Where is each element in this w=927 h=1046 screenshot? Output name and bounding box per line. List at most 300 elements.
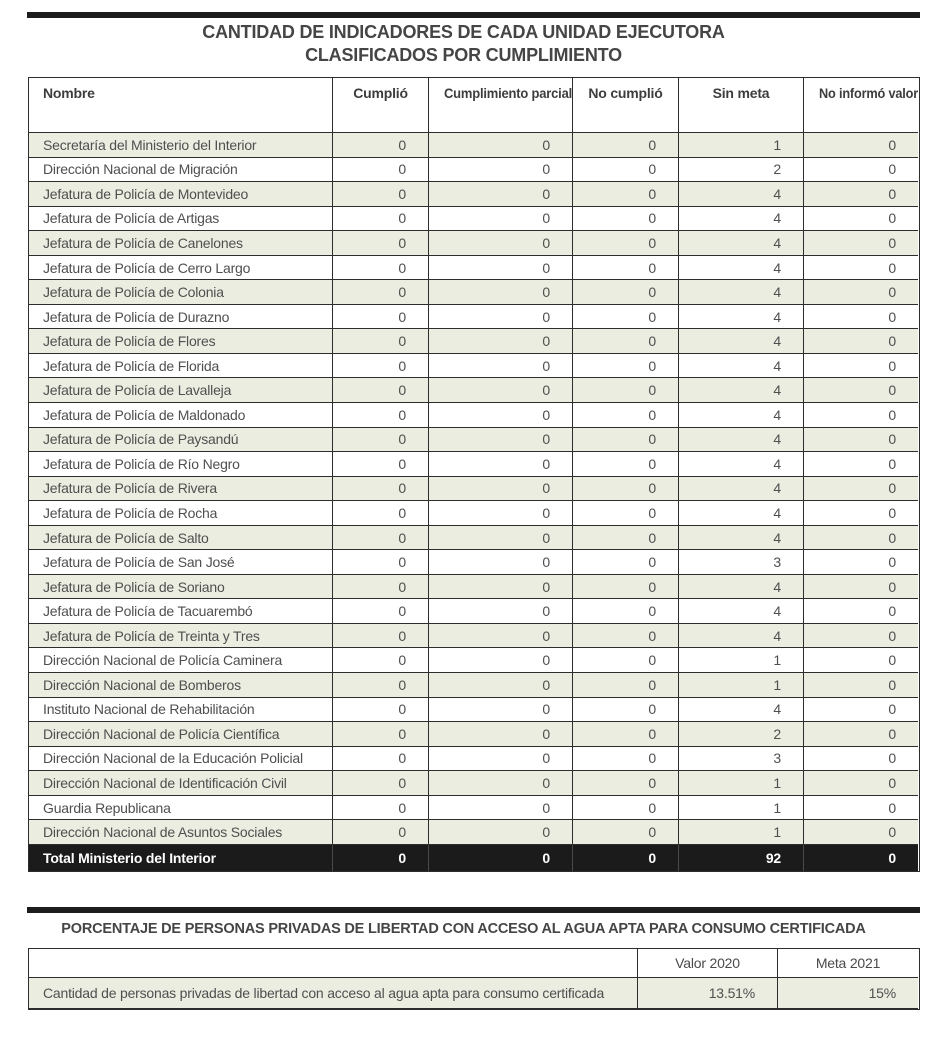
value-cell	[333, 428, 429, 453]
value-cell	[429, 428, 573, 453]
row-name-cell	[29, 403, 333, 428]
row-name-cell-text: Jefatura de Policía de Florida	[43, 357, 220, 374]
value-cell-text: 1	[773, 652, 781, 669]
value-cell-text: 0	[542, 652, 550, 669]
value-cell	[573, 452, 679, 477]
value-cell-text: 0	[888, 136, 896, 153]
header-cell-text: Nombre	[43, 85, 95, 101]
value-cell-text: 4	[773, 357, 781, 374]
row-name-cell-text: Jefatura de Policía de Rocha	[43, 504, 218, 521]
row-name-cell	[29, 329, 333, 354]
value-cell	[333, 231, 429, 256]
header-cell-text: Sin meta	[712, 85, 770, 101]
row-name-cell	[29, 796, 333, 821]
row-name-cell-text: Dirección Nacional de la Educación Policial	[43, 750, 303, 767]
row-name-cell-text: Jefatura de Policía de Durazno	[43, 308, 230, 325]
value-cell	[573, 207, 679, 232]
value-cell	[804, 599, 918, 624]
value-cell-text: 1	[773, 774, 781, 791]
row-name-cell-text: Jefatura de Policía de Maldonado	[43, 406, 246, 423]
value-cell	[333, 575, 429, 600]
value-cell-text: 4	[773, 382, 781, 399]
value-cell-text: 4	[773, 333, 781, 350]
value-cell-text: 0	[542, 554, 550, 571]
row-name-cell-text: Jefatura de Policía de Canelones	[43, 234, 243, 251]
value-cell-text: 0	[542, 357, 550, 374]
value-cell-text: 0	[888, 259, 896, 276]
value-cell	[333, 354, 429, 379]
value-cell	[679, 575, 804, 600]
value-cell	[573, 575, 679, 600]
value-cell	[679, 354, 804, 379]
value-cell-text: 4	[773, 529, 781, 546]
row-name-cell	[29, 477, 333, 502]
value-cell-text: 0	[398, 750, 406, 767]
value-cell-text: 4	[773, 284, 781, 301]
header-cell-text: Cumplió	[353, 85, 408, 101]
value-cell-text: 0	[542, 504, 550, 521]
value-cell-text: 0	[888, 725, 896, 742]
value-cell	[333, 747, 429, 772]
value-cell	[573, 550, 679, 575]
row-name-cell	[29, 624, 333, 649]
value-cell	[679, 796, 804, 821]
value-cell	[679, 550, 804, 575]
value-cell-text: 0	[888, 382, 896, 399]
value-cell-text: 0	[398, 480, 406, 497]
value-cell-text: 0	[648, 824, 656, 841]
value-cell	[679, 624, 804, 649]
value-cell-text: 0	[398, 529, 406, 546]
total-value-cell	[804, 845, 918, 871]
value-cell-text: 0	[888, 652, 896, 669]
value-cell-text: 0	[542, 333, 550, 350]
value-cell-text: 0	[398, 554, 406, 571]
value-cell	[679, 207, 804, 232]
value-cell-text: 1	[773, 136, 781, 153]
value-cell	[333, 820, 429, 845]
value-cell-text: 0	[542, 701, 550, 718]
value-cell	[429, 305, 573, 330]
value-cell-text: 0	[398, 357, 406, 374]
value-cell	[429, 550, 573, 575]
value-cell-text: 0	[542, 774, 550, 791]
value-cell-text: 0	[648, 234, 656, 251]
value-cell-text: 0	[398, 774, 406, 791]
value-cell-text: 4	[773, 578, 781, 595]
value-cell	[573, 501, 679, 526]
value-cell	[429, 698, 573, 723]
row-name-cell-text: Guardia Republicana	[43, 799, 171, 816]
value-cell-text: 0	[648, 504, 656, 521]
value-cell-text: 0	[648, 210, 656, 227]
value-cell	[429, 575, 573, 600]
header-cell	[29, 78, 333, 133]
value-cell	[679, 771, 804, 796]
row-name-cell	[29, 158, 333, 183]
value-cell	[804, 403, 918, 428]
water-header-cell	[29, 949, 638, 978]
value-cell	[804, 158, 918, 183]
water-header-cell-text: Meta 2021	[815, 955, 881, 971]
value-cell-text: 0	[648, 136, 656, 153]
row-name-cell	[29, 207, 333, 232]
value-cell	[804, 673, 918, 698]
value-cell	[679, 280, 804, 305]
value-cell-text: 0	[398, 161, 406, 178]
water-table	[28, 948, 920, 1010]
value-cell-text: 0	[542, 529, 550, 546]
header-cell-text: No informó valor	[819, 85, 918, 101]
row-name-cell	[29, 501, 333, 526]
value-cell	[333, 158, 429, 183]
row-name-cell-text: Dirección Nacional de Policía Científica	[43, 725, 280, 742]
row-name-cell	[29, 354, 333, 379]
value-cell-text: 0	[542, 627, 550, 644]
value-cell-text: 0	[888, 504, 896, 521]
value-cell	[429, 182, 573, 207]
row-name-cell	[29, 133, 333, 158]
value-cell	[804, 550, 918, 575]
value-cell-text: 0	[542, 308, 550, 325]
value-cell	[333, 477, 429, 502]
total-value-cell-text: 0	[888, 849, 896, 866]
value-cell-text: 4	[773, 259, 781, 276]
value-cell	[679, 477, 804, 502]
total-name-cell-text: Total Ministerio del Interior	[43, 849, 216, 866]
row-name-cell-text: Jefatura de Policía de Artigas	[43, 210, 220, 227]
water-header-cell-text: Valor 2020	[675, 955, 740, 971]
value-cell	[573, 428, 679, 453]
value-cell-text: 0	[398, 627, 406, 644]
row-name-cell	[29, 280, 333, 305]
value-cell	[333, 796, 429, 821]
value-cell-text: 4	[773, 603, 781, 620]
value-cell-text: 0	[648, 652, 656, 669]
value-cell	[679, 231, 804, 256]
value-cell	[333, 207, 429, 232]
value-cell	[429, 403, 573, 428]
value-cell	[333, 526, 429, 551]
header-cell	[804, 78, 918, 133]
value-cell-text: 0	[648, 308, 656, 325]
row-name-cell-text: Jefatura de Policía de Cerro Largo	[43, 259, 251, 276]
value-cell-text: 0	[888, 357, 896, 374]
value-cell-text: 0	[398, 406, 406, 423]
value-cell	[333, 280, 429, 305]
value-cell	[429, 329, 573, 354]
value-cell-text: 0	[398, 799, 406, 816]
value-cell-text: 0	[648, 676, 656, 693]
value-cell	[679, 820, 804, 845]
value-cell	[804, 747, 918, 772]
value-cell-text: 0	[648, 554, 656, 571]
value-cell	[804, 796, 918, 821]
value-cell-text: 2	[773, 161, 781, 178]
value-cell	[804, 305, 918, 330]
row-name-cell-text: Secretaría del Ministerio del Interior	[43, 136, 257, 153]
value-cell-text: 0	[888, 774, 896, 791]
row-name-cell	[29, 428, 333, 453]
value-cell-text: 0	[398, 431, 406, 448]
row-name-cell-text: Jefatura de Policía de Soriano	[43, 578, 225, 595]
row-name-cell-text: Jefatura de Policía de Salto	[43, 529, 209, 546]
value-cell-text: 0	[542, 234, 550, 251]
value-cell	[573, 771, 679, 796]
value-cell	[573, 280, 679, 305]
value-cell-text: 0	[888, 529, 896, 546]
value-cell-text: 0	[648, 529, 656, 546]
value-cell	[573, 648, 679, 673]
value-cell-text: 0	[398, 652, 406, 669]
value-cell	[573, 526, 679, 551]
value-cell-text: 0	[542, 676, 550, 693]
value-cell-text: 0	[542, 382, 550, 399]
total-value-cell-text: 0	[398, 849, 406, 866]
value-cell-text: 0	[542, 799, 550, 816]
row-name-cell-text: Jefatura de Policía de San José	[43, 554, 235, 571]
value-cell	[429, 231, 573, 256]
value-cell-text: 0	[542, 406, 550, 423]
value-cell-text: 0	[648, 701, 656, 718]
value-cell-text: 0	[888, 824, 896, 841]
value-cell-text: 0	[542, 455, 550, 472]
value-cell-text: 0	[542, 136, 550, 153]
value-cell	[679, 452, 804, 477]
value-cell-text: 0	[398, 504, 406, 521]
indicators-table	[28, 77, 920, 872]
value-cell	[429, 599, 573, 624]
row-name-cell	[29, 722, 333, 747]
value-cell	[679, 133, 804, 158]
header-cell	[333, 78, 429, 133]
value-cell	[573, 158, 679, 183]
value-cell	[804, 256, 918, 281]
bottom-divider	[27, 907, 920, 913]
value-cell-text: 0	[888, 701, 896, 718]
value-cell-text: 0	[542, 161, 550, 178]
row-name-cell-text: Instituto Nacional de Rehabilitación	[43, 701, 255, 718]
row-name-cell	[29, 698, 333, 723]
value-cell	[804, 771, 918, 796]
total-value-cell-text: 0	[648, 849, 656, 866]
value-cell	[333, 378, 429, 403]
value-cell	[573, 403, 679, 428]
value-cell-text: 0	[888, 603, 896, 620]
value-cell	[573, 722, 679, 747]
value-cell	[804, 428, 918, 453]
value-cell-text: 0	[888, 431, 896, 448]
value-cell-text: 1	[773, 824, 781, 841]
value-cell-text: 4	[773, 480, 781, 497]
water-value-cell-text: 15%	[868, 985, 896, 1001]
water-header-cell	[638, 949, 778, 978]
value-cell	[429, 771, 573, 796]
value-cell-text: 0	[648, 284, 656, 301]
water-value-cell-text: 13.51%	[708, 985, 755, 1001]
value-cell	[333, 624, 429, 649]
value-cell	[429, 501, 573, 526]
value-cell-text: 0	[888, 406, 896, 423]
page-title	[0, 21, 927, 67]
value-cell	[679, 526, 804, 551]
header-cell	[429, 78, 573, 133]
value-cell-text: 0	[398, 382, 406, 399]
total-value-cell-text: 0	[542, 849, 550, 866]
value-cell-text: 4	[773, 627, 781, 644]
value-cell	[333, 182, 429, 207]
value-cell	[679, 747, 804, 772]
value-cell	[679, 305, 804, 330]
value-cell	[679, 648, 804, 673]
value-cell	[679, 501, 804, 526]
value-cell	[333, 329, 429, 354]
value-cell	[333, 550, 429, 575]
value-cell-text: 0	[888, 676, 896, 693]
value-cell	[804, 329, 918, 354]
value-cell	[804, 648, 918, 673]
value-cell-text: 0	[648, 627, 656, 644]
water-table-title: PORCENTAJE DE PERSONAS PRIVADAS DE LIBERTAD CON ACCESO AL AGUA APTA PARA CONSUMO CERTIFICADA	[61, 921, 866, 937]
water-value-cell	[638, 978, 778, 1009]
value-cell	[679, 256, 804, 281]
row-name-cell-text: Dirección Nacional de Policía Caminera	[43, 652, 283, 669]
value-cell	[429, 280, 573, 305]
value-cell-text: 4	[773, 701, 781, 718]
value-cell	[573, 820, 679, 845]
value-cell-text: 0	[888, 750, 896, 767]
value-cell	[333, 133, 429, 158]
value-cell-text: 0	[542, 603, 550, 620]
value-cell	[679, 158, 804, 183]
value-cell-text: 0	[398, 455, 406, 472]
value-cell-text: 0	[398, 210, 406, 227]
value-cell	[429, 477, 573, 502]
value-cell-text: 0	[888, 578, 896, 595]
value-cell	[804, 820, 918, 845]
value-cell	[429, 747, 573, 772]
value-cell-text: 0	[542, 185, 550, 202]
value-cell-text: 0	[888, 554, 896, 571]
value-cell	[429, 796, 573, 821]
value-cell	[333, 648, 429, 673]
value-cell	[679, 329, 804, 354]
value-cell	[333, 256, 429, 281]
value-cell-text: 0	[648, 603, 656, 620]
value-cell	[429, 820, 573, 845]
value-cell-text: 0	[648, 357, 656, 374]
total-value-cell	[429, 845, 573, 871]
value-cell	[333, 698, 429, 723]
value-cell-text: 4	[773, 308, 781, 325]
value-cell-text: 0	[542, 210, 550, 227]
value-cell-text: 0	[398, 824, 406, 841]
value-cell	[429, 722, 573, 747]
value-cell-text: 0	[398, 676, 406, 693]
value-cell-text: 0	[648, 480, 656, 497]
value-cell	[429, 378, 573, 403]
value-cell	[679, 673, 804, 698]
value-cell-text: 0	[888, 308, 896, 325]
row-name-cell	[29, 599, 333, 624]
value-cell-text: 3	[773, 554, 781, 571]
value-cell-text: 0	[648, 382, 656, 399]
value-cell-text: 0	[648, 333, 656, 350]
value-cell-text: 0	[398, 234, 406, 251]
row-name-cell	[29, 771, 333, 796]
value-cell-text: 4	[773, 234, 781, 251]
value-cell-text: 0	[398, 333, 406, 350]
row-name-cell-text: Jefatura de Policía de Paysandú	[43, 431, 239, 448]
value-cell-text: 0	[648, 161, 656, 178]
value-cell	[804, 575, 918, 600]
value-cell-text: 0	[398, 725, 406, 742]
value-cell	[804, 182, 918, 207]
top-divider	[27, 12, 920, 18]
value-cell-text: 0	[542, 284, 550, 301]
total-value-cell	[333, 845, 429, 871]
value-cell-text: 0	[542, 725, 550, 742]
value-cell	[679, 599, 804, 624]
row-name-cell	[29, 550, 333, 575]
value-cell	[573, 305, 679, 330]
value-cell-text: 0	[542, 431, 550, 448]
water-header-cell	[778, 949, 918, 978]
value-cell	[333, 305, 429, 330]
row-name-cell-text: Dirección Nacional de Migración	[43, 161, 238, 178]
value-cell	[333, 599, 429, 624]
page-title-line2: CLASIFICADOS POR CUMPLIMIENTO	[305, 45, 622, 65]
value-cell-text: 0	[888, 799, 896, 816]
value-cell-text: 4	[773, 185, 781, 202]
value-cell-text: 4	[773, 431, 781, 448]
row-name-cell-text: Jefatura de Policía de Lavalleja	[43, 382, 232, 399]
value-cell	[573, 354, 679, 379]
value-cell-text: 0	[648, 431, 656, 448]
row-name-cell	[29, 820, 333, 845]
row-name-cell	[29, 526, 333, 551]
value-cell-text: 0	[888, 234, 896, 251]
value-cell	[573, 256, 679, 281]
value-cell-text: 0	[888, 161, 896, 178]
value-cell-text: 3	[773, 750, 781, 767]
value-cell	[679, 698, 804, 723]
value-cell-text: 0	[398, 308, 406, 325]
row-name-cell	[29, 452, 333, 477]
value-cell-text: 0	[398, 259, 406, 276]
row-name-cell-text: Jefatura de Policía de Río Negro	[43, 455, 240, 472]
row-name-cell-text: Jefatura de Policía de Colonia	[43, 284, 224, 301]
row-name-cell-text: Jefatura de Policía de Treinta y Tres	[43, 627, 260, 644]
value-cell	[429, 452, 573, 477]
value-cell-text: 0	[648, 259, 656, 276]
row-name-cell	[29, 575, 333, 600]
value-cell	[573, 747, 679, 772]
total-name-cell	[29, 845, 333, 871]
value-cell-text: 0	[648, 774, 656, 791]
row-name-cell	[29, 673, 333, 698]
header-cell-text: No cumplió	[588, 85, 663, 101]
row-name-cell	[29, 231, 333, 256]
value-cell-text: 0	[888, 480, 896, 497]
value-cell	[333, 501, 429, 526]
value-cell-text: 0	[542, 259, 550, 276]
value-cell-text: 0	[542, 578, 550, 595]
value-cell	[804, 280, 918, 305]
value-cell	[804, 624, 918, 649]
value-cell-text: 0	[648, 750, 656, 767]
value-cell-text: 0	[888, 333, 896, 350]
